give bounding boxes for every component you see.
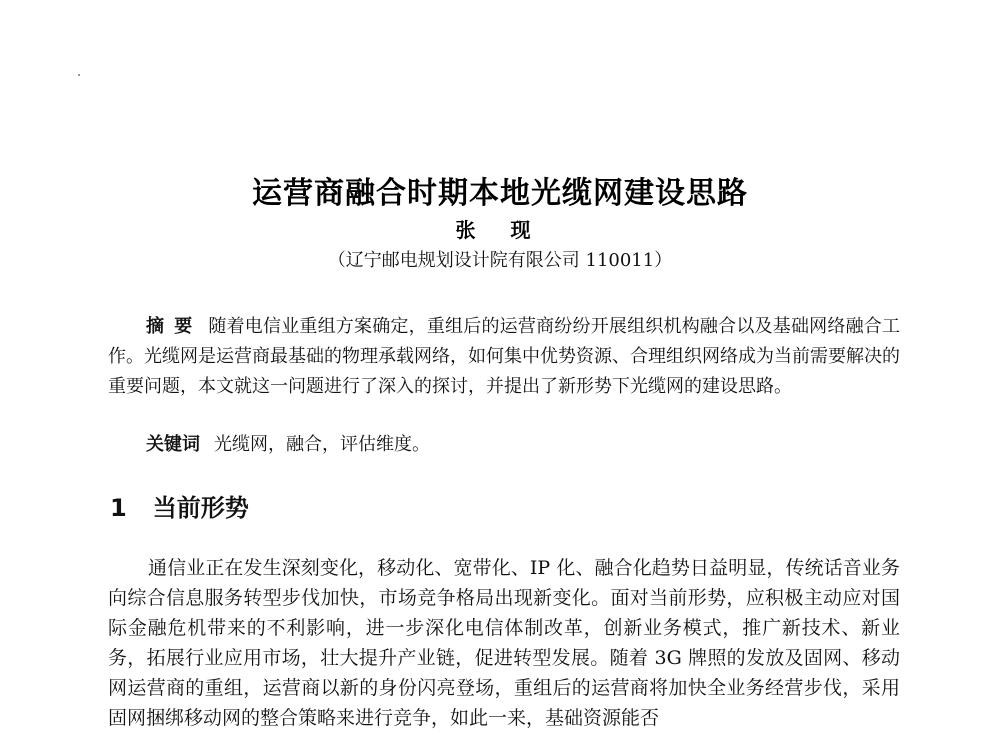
- section-title: 当前形势: [152, 494, 249, 522]
- abstract-text: 随着电信业重组方案确定，重组后的运营商纷纷开展组织机构融合以及基础网络融合工作。光缆网是运营商最基础的物理承载网络，如何集中优势资源、合理组织网络成为当前需要解决的重要问题，本文就这一问题进行了深入的探讨，并提出了新形势下光缆网的建设思路。: [108, 316, 901, 397]
- body-paragraph: 通信业正在发生深刻变化，移动化、宽带化、IP 化、融合化趋势日益明显，传统话音业务向综合信息服务转型步伐加快，市场竞争格局出现新变化。面对当前形势，应积极主动应对国际金融危机带来的不利影响，进一步深化电信体制改革，创新业务模式，推广新技术、新业务，拓展行业应用市场，壮大提升产业链，促进转型发展。随着 3G 牌照的发放及固网、移动网运营商的重组，运营商以新的身份闪亮登场，重组后的运营商将加快全业务经营步伐，采用固网捆绑移动网的整合策略来进行竞争，如此一来，基础资源能否: [108, 557, 900, 729]
- author-name: 张 现: [455, 218, 545, 242]
- keywords-label: 关键词: [146, 434, 200, 455]
- scan-speck: [78, 74, 80, 76]
- section-number: 1: [110, 494, 127, 522]
- paper-title: 运营商融合时期本地光缆网建设思路: [252, 176, 748, 211]
- abstract-paragraph: [108, 312, 900, 402]
- keywords-text: 光缆网，融合，评估维度。: [214, 434, 430, 455]
- abstract-label: 摘要: [146, 316, 203, 337]
- author-affiliation: （辽宁邮电规划设计院有限公司 110011）: [327, 250, 673, 271]
- section-heading: [110, 488, 249, 523]
- keywords-line: [146, 430, 430, 456]
